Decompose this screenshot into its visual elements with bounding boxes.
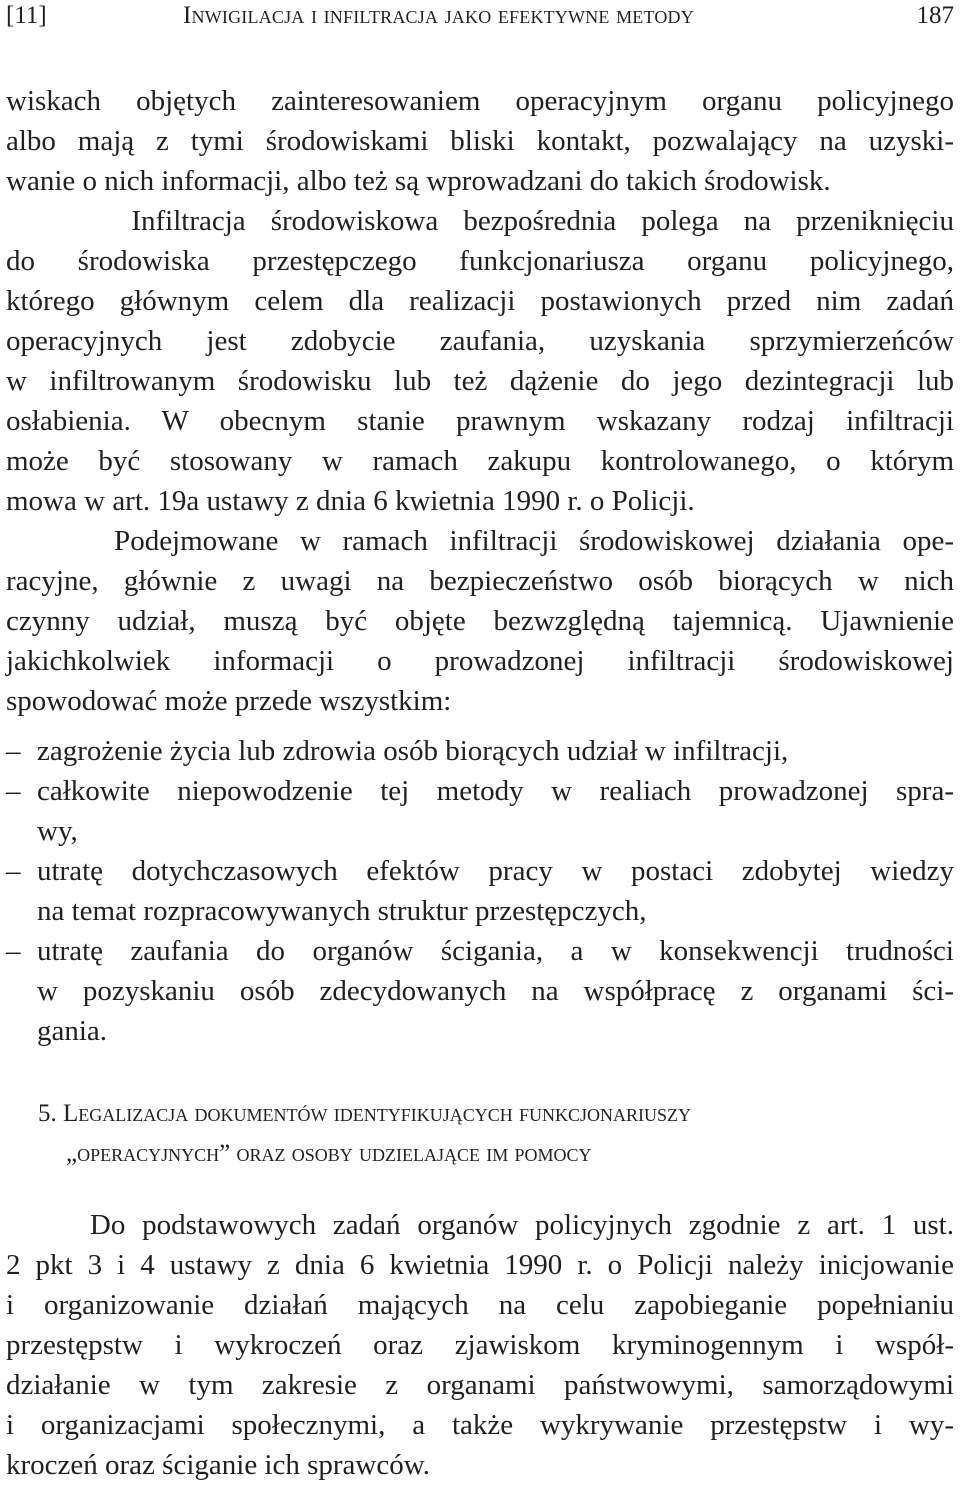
dash-bullet: – [6,735,21,767]
body-text-bottom [6,1205,954,1485]
text-line: mowa w art. 19a ustawy z dnia 6 kwietnia 1990 r. o Policji. [6,485,695,517]
text-line: spowodować może przede wszystkim: [6,685,452,717]
text-line: utratę zaufania do organów ścigania, a w konsekwencji trudności [37,935,954,967]
text-line: wiskach objętych zainteresowaniem operacyjnym organu policyjnego [6,85,954,117]
text-line: w infiltrowanym środowisku lub też dążenie do jego dezintegracji lub [6,365,954,397]
text-line: przestępstw i wykroczeń oraz zjawiskom kryminogennym i współ- [6,1329,954,1361]
section-heading [38,1091,938,1171]
body-text-top [6,81,954,721]
section-title-line: 5. Legalizacja dokumentów identyfikujących funkcjonariuszy [38,1100,692,1127]
text-line: Podejmowane w ramach infiltracji środowiskowej działania ope- [6,525,954,557]
text-line: kroczeń oraz ściganie ich sprawców. [6,1449,431,1481]
text-line: zagrożenie życia lub zdrowia osób biorących udział w infiltracji, [37,735,789,767]
dash-bullet: – [6,775,21,807]
chapter-number: [11] [6,2,47,29]
running-title: Inwigilacja i infiltracja jako efektywne metody [183,2,694,29]
text-line: utratę dotychczasowych efektów pracy w postaci zdobytej wiedzy [37,855,954,887]
text-line: w pozyskaniu osób zdecydowanych na współpracę z organami ści- [37,975,954,1007]
text-line: czynny udział, muszą być objęte bezwzględną tajemnicą. Ujawnienie [6,605,954,637]
text-line: i organizacjami społecznymi, a także wykrywanie przestępstw i wy- [6,1409,954,1441]
section-title-line: „operacyjnych” oraz osoby udzielające im pomocy [66,1140,592,1167]
dash-bullet: – [6,855,21,887]
text-line: gania. [37,1015,108,1047]
text-line: osłabienia. W obecnym stanie prawnym wskazany rodzaj infiltracji [6,405,954,437]
text-line: działanie w tym zakresie z organami państwowymi, samorządowymi [6,1369,954,1401]
list-item [6,771,954,851]
running-header [6,2,954,42]
text-line: Do podstawowych zadań organów policyjnych zgodnie z art. 1 ust. [6,1209,954,1241]
page-number: 187 [916,2,954,29]
text-line: którego głównym celem dla realizacji postawionych przed nim zadań [6,285,954,317]
consequences-list [6,731,954,1051]
text-line: wy, [37,815,78,847]
text-line: całkowite niepowodzenie tej metody w realiach prowadzonej spra- [37,775,954,807]
text-line: albo mają z tymi środowiskami bliski kontakt, pozwalający na uzyski- [6,125,954,157]
text-line: na temat rozpracowywanych struktur przestępczych, [37,895,647,927]
text-line: operacyjnych jest zdobycie zaufania, uzyskania sprzymierzeńców [6,325,954,357]
text-line: jakichkolwiek informacji o prowadzonej infiltracji środowiskowej [6,645,954,677]
text-line: 2 pkt 3 i 4 ustawy z dnia 6 kwietnia 1990 r. o Policji należy inicjowanie [6,1249,954,1281]
text-line: i organizowanie działań mających na celu zapobieganie popełnianiu [6,1289,954,1321]
list-item [6,851,954,931]
text-line: Infiltracja środowiskowa bezpośrednia polega na przeniknięciu [6,205,954,237]
list-item [6,731,954,771]
text-line: do środowiska przestępczego funkcjonariusza organu policyjnego, [6,245,954,277]
text-line: racyjne, głównie z uwagi na bezpieczeństwo osób biorących w nich [6,565,954,597]
list-item [6,931,954,1051]
dash-bullet: – [6,935,21,967]
text-line: wanie o nich informacji, albo też są wprowadzani do takich środowisk. [6,165,831,197]
text-line: może być stosowany w ramach zakupu kontrolowanego, o którym [6,445,954,477]
